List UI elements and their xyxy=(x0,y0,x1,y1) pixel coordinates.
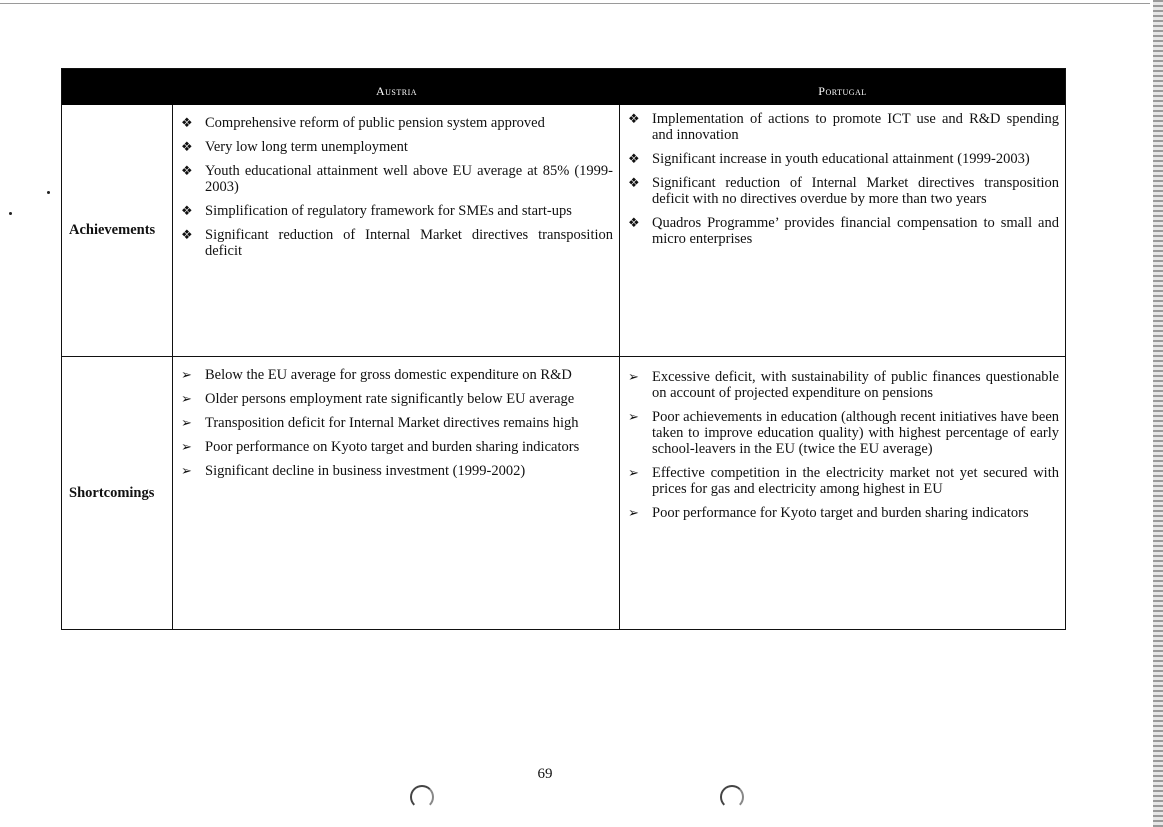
list-item xyxy=(181,439,613,455)
list-item-text: Poor achievements in education (although recent initiatives have been taken to improve education quality) with highest percentage of early school-leavers in the EU (twice the EU average) xyxy=(652,409,1059,457)
list-item xyxy=(628,409,1059,457)
list-item-text: Poor performance on Kyoto target and burden sharing indicators xyxy=(205,439,580,455)
list-item-text: Quadros Programme’ provides financial compensation to small and micro enterprises xyxy=(652,215,1059,247)
scan-right-edge xyxy=(1153,0,1163,827)
list-item-text: Comprehensive reform of public pension system approved xyxy=(205,115,545,131)
list-item-text: Significant decline in business investment (1999-2002) xyxy=(205,463,526,479)
four-diamond-bullet-icon: ❖ xyxy=(181,203,193,218)
list-item xyxy=(181,227,613,259)
list-item xyxy=(181,163,613,195)
header-austria: Austria xyxy=(375,84,418,98)
punch-hole-icon xyxy=(410,785,434,809)
list-item-text: Transposition deficit for Internal Market directives remains high xyxy=(205,415,579,431)
list-item-text: Very low long term unemployment xyxy=(205,139,408,155)
comparison-table xyxy=(61,68,1066,630)
list-item xyxy=(181,203,613,219)
arrowhead-bullet-icon: ➢ xyxy=(181,463,192,478)
row-label-shortcomings: Shortcomings xyxy=(62,357,173,629)
list-item-text: Effective competition in the electricity market not yet secured with prices for gas and electricity among highest in EU xyxy=(652,465,1059,497)
scan-speck xyxy=(47,191,50,194)
list-item-text: Excessive deficit, with sustainability of public finances questionable on account of projected expenditure on pensions xyxy=(652,369,1059,401)
list-item xyxy=(628,369,1059,401)
row-label-achievements: Achievements xyxy=(62,105,173,356)
arrowhead-bullet-icon: ➢ xyxy=(181,415,192,430)
four-diamond-bullet-icon: ❖ xyxy=(628,175,640,190)
cell-portugal-shortcomings xyxy=(620,357,1065,629)
header-portugal: Portugal xyxy=(818,84,867,98)
scan-top-rule xyxy=(0,3,1150,4)
list-item xyxy=(181,115,613,131)
list-item xyxy=(628,111,1059,143)
four-diamond-bullet-icon: ❖ xyxy=(628,215,640,230)
list-item-text: Significant reduction of Internal Market directives transposition deficit with no directives overdue by more than two years xyxy=(652,175,1059,207)
list-item-text: Implementation of actions to promote ICT use and R&D spending and innovation xyxy=(652,111,1059,143)
arrowhead-bullet-icon: ➢ xyxy=(628,505,639,520)
cell-austria-shortcomings xyxy=(173,357,620,629)
list-item-text: Older persons employment rate significantly below EU average xyxy=(205,391,575,407)
list-item xyxy=(181,139,613,155)
four-diamond-bullet-icon: ❖ xyxy=(181,139,193,154)
cell-austria-achievements xyxy=(173,105,620,356)
list-item xyxy=(628,151,1059,167)
list-item xyxy=(181,391,613,407)
list-item-text: Poor performance for Kyoto target and burden sharing indicators xyxy=(652,505,1029,521)
list-item xyxy=(628,175,1059,207)
list-item-text: Significant reduction of Internal Market directives transposition deficit xyxy=(205,227,613,259)
punch-hole-icon xyxy=(720,785,744,809)
list-item xyxy=(628,505,1059,521)
list-item xyxy=(628,465,1059,497)
arrowhead-bullet-icon: ➢ xyxy=(628,369,639,384)
arrowhead-bullet-icon: ➢ xyxy=(628,465,639,480)
list-item xyxy=(181,415,613,431)
list-item xyxy=(628,215,1059,247)
list-item-text: Below the EU average for gross domestic expenditure on R&D xyxy=(205,367,572,383)
list-item xyxy=(181,367,613,383)
arrowhead-bullet-icon: ➢ xyxy=(181,391,192,406)
page-number: 69 xyxy=(537,766,553,782)
cell-portugal-achievements xyxy=(620,105,1065,356)
scan-speck xyxy=(9,212,12,215)
four-diamond-bullet-icon: ❖ xyxy=(628,111,640,126)
table-row-shortcomings xyxy=(62,356,1065,629)
table-row-achievements xyxy=(62,105,1065,356)
four-diamond-bullet-icon: ❖ xyxy=(628,151,640,166)
four-diamond-bullet-icon: ❖ xyxy=(181,227,193,242)
list-item-text: Youth educational attainment well above EU average at 85% (1999-2003) xyxy=(205,163,613,195)
table-header-row xyxy=(62,69,1065,105)
arrowhead-bullet-icon: ➢ xyxy=(628,409,639,424)
list-item-text: Simplification of regulatory framework for SMEs and start-ups xyxy=(205,203,572,219)
arrowhead-bullet-icon: ➢ xyxy=(181,367,192,382)
header-label-cell xyxy=(62,69,173,105)
list-item-text: Significant increase in youth educational attainment (1999-2003) xyxy=(652,151,1030,167)
arrowhead-bullet-icon: ➢ xyxy=(181,439,192,454)
four-diamond-bullet-icon: ❖ xyxy=(181,115,193,130)
list-item xyxy=(181,463,613,479)
four-diamond-bullet-icon: ❖ xyxy=(181,163,193,178)
